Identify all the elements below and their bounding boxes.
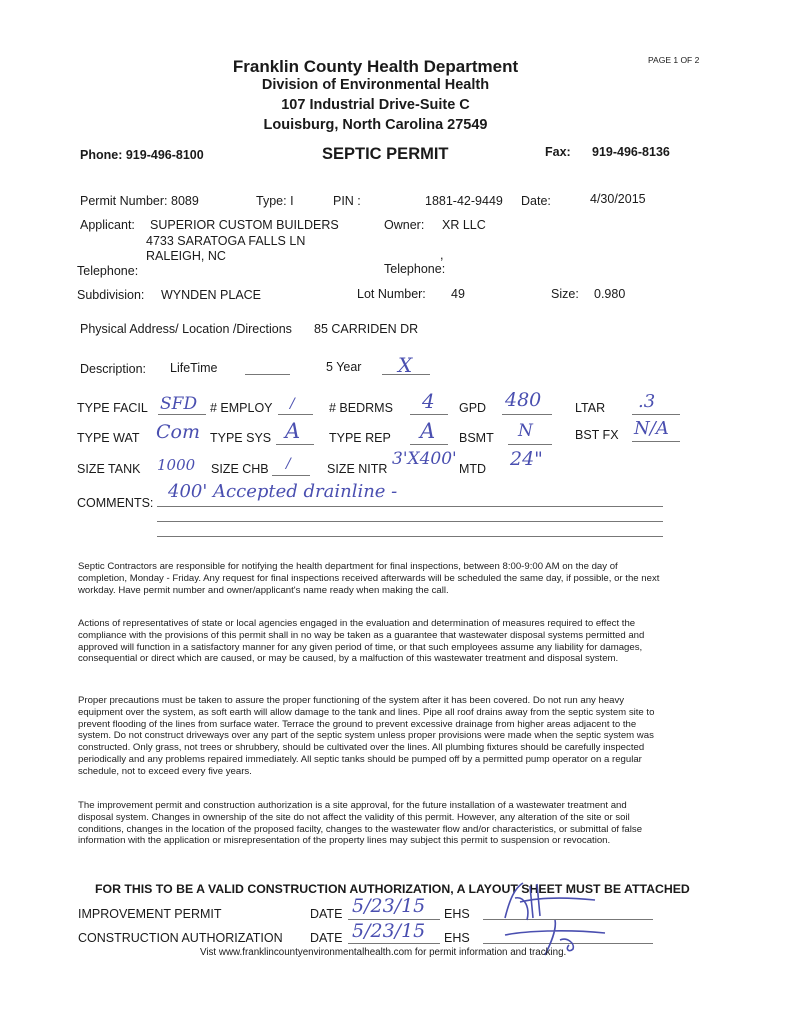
improvement-date-value: 5/23/15 — [352, 895, 426, 917]
phone-label: Phone: — [80, 148, 123, 162]
applicant-name: SUPERIOR CUSTOM BUILDERS — [150, 218, 339, 232]
ltar-value: .3 — [638, 391, 656, 412]
bsmt-value: N — [518, 421, 533, 441]
fax-value: 919-496-8136 — [592, 145, 670, 159]
type-rep-label: TYPE REP — [329, 431, 391, 445]
gpd-line — [502, 414, 552, 415]
owner-comma: , — [440, 248, 444, 262]
improvement-ehs-label: EHS — [444, 907, 470, 921]
size-nitr-value: 3'X400' — [392, 449, 457, 469]
fax-label: Fax: — [545, 145, 571, 159]
construction-ehs-label: EHS — [444, 931, 470, 945]
applicant-telephone-label: Telephone: — [77, 264, 139, 278]
employ-value: / — [290, 396, 295, 412]
gpd-label: GPD — [459, 401, 487, 415]
owner-telephone-label: Telephone: — [384, 262, 446, 276]
paragraph-precautions: Proper precautions must be taken to assure the proper functioning of the system after it has been covered. Do not run any heavy equipment over the system, as soft earth will allow damage to the tank and lines. Pipe all roof drains away from the septic system site to prevent flooding of the lines from surface water. Terrace the ground to prevent excessive drainage from higher areas adjacent to the system. Do not construct driveways over any part of the septic system unless proper provisions were made when the septic system was constructed. Only grass, not trees or shrubbery, should be cultivated over the lines. All plumbing fixtures should be carefully inspected periodically and any problems repaired immediately. All septic tanks should be pumped off by a permitted pump operator on a regular schedule, not to exceed every five years. — [78, 695, 655, 777]
size-nitr-label: SIZE NITR — [327, 462, 388, 476]
size-chb-line — [272, 475, 310, 476]
type-rep-line — [410, 444, 448, 445]
bst-fx-label: BST FX — [575, 428, 619, 442]
type-sys-label: TYPE SYS — [210, 431, 272, 445]
construction-authorization-label: CONSTRUCTION AUTHORIZATION — [78, 931, 283, 945]
permit-number — [80, 194, 199, 208]
construction-date-line — [348, 943, 440, 944]
improvement-date-label: DATE — [310, 907, 343, 921]
description-label: Description: — [80, 362, 146, 376]
size-chb-value: / — [286, 456, 291, 472]
page-indicator: PAGE 1 OF 2 — [648, 55, 700, 65]
type-rep-value: A — [420, 419, 436, 443]
size-label: Size: — [551, 287, 579, 301]
type-facil-line — [158, 414, 206, 415]
lifetime-label: LifeTime — [170, 361, 218, 375]
mtd-value: 24" — [510, 448, 543, 470]
subdivision-value: WYNDEN PLACE — [161, 288, 262, 302]
type-wat-label: TYPE WAT — [77, 431, 140, 445]
division-name: Division of Environmental Health — [261, 77, 490, 93]
employ-line — [278, 414, 313, 415]
size-tank-label: SIZE TANK — [77, 462, 141, 476]
lot-number-value: 49 — [451, 287, 465, 301]
date-value: 4/30/2015 — [590, 192, 646, 206]
permit-type — [256, 194, 294, 208]
size-tank-value: 1000 — [157, 456, 196, 474]
type-sys-line — [276, 444, 314, 445]
applicant-city: RALEIGH, NC — [146, 249, 226, 263]
construction-date-value: 5/23/15 — [352, 920, 426, 942]
date-label: Date: — [521, 194, 551, 208]
location-value: 85 CARRIDEN DR — [314, 322, 419, 336]
construction-date-label: DATE — [310, 931, 343, 945]
paragraph-liability: Actions of representatives of state or local agencies engaged in the evaluation and determination of measures required to effect the compliance with the provisions of this permit shall in no way be taken as a guarantee that wastewater disposal systems permitted and approved will function in a satisfactory manner for any given period of time, or that such employees assume any liability for damages, consequential or direct which are caused, or may be caused, by a malfuction of this wastewater treatment and disposal system. — [78, 618, 645, 665]
bedrms-line — [410, 414, 448, 415]
permit-number-value: 8089 — [171, 194, 199, 208]
comments-line-2 — [157, 521, 663, 522]
permit-number-label: Permit Number: — [80, 194, 168, 208]
bst-fx-line — [632, 441, 680, 442]
owner-label: Owner: — [384, 218, 425, 232]
permit-type-label: Type: — [256, 194, 287, 208]
comments-value: 400' Accepted drainline - — [168, 481, 398, 502]
size-value: 0.980 — [594, 287, 626, 301]
type-facil-value: SFD — [160, 394, 198, 414]
comments-label: COMMENTS: — [77, 496, 154, 510]
address-line-2: Louisburg, North Carolina 27549 — [263, 117, 488, 133]
address-line-1: 107 Industrial Drive-Suite C — [281, 97, 470, 113]
footer-link-text: Vist www.franklincountyenvironmentalhealth.com for permit information and tracking. — [200, 947, 567, 958]
comments-line-3 — [157, 536, 663, 537]
bedrms-value: 4 — [422, 389, 435, 413]
permit-type-value: I — [290, 194, 294, 208]
ltar-line — [632, 414, 680, 415]
phone-row — [80, 148, 204, 162]
bsmt-line — [508, 444, 552, 445]
lifetime-line — [245, 374, 290, 375]
pin-label: PIN : — [333, 194, 361, 208]
document-title: SEPTIC PERMIT — [322, 145, 449, 163]
type-sys-value: A — [285, 419, 301, 443]
ltar-label: LTAR — [575, 401, 606, 415]
size-chb-label: SIZE CHB — [211, 462, 269, 476]
comments-line-1 — [157, 506, 663, 507]
org-name: Franklin County Health Department — [232, 57, 519, 76]
type-facil-label: TYPE FACIL — [77, 401, 148, 415]
applicant-label: Applicant: — [80, 218, 135, 232]
bsmt-label: BSMT — [459, 431, 494, 445]
paragraph-inspection: Septic Contractors are responsible for notifying the health department for final inspections, between 8:00-9:00 AM on the day of completion, Monday - Friday. Any request for final inspections received afterwards will be scheduled the same day, if possible, or the next workday. Have permit number and owner/applicant's name ready when making the call. — [78, 561, 660, 596]
owner-name: XR LLC — [442, 218, 486, 232]
employ-label: # EMPLOY — [210, 401, 273, 415]
pin-value: 1881-42-9449 — [425, 194, 503, 208]
phone-value: 919-496-8100 — [125, 148, 204, 162]
bst-fx-value: N/A — [634, 418, 669, 439]
mtd-label: MTD — [459, 462, 487, 476]
paragraph-site-approval: The improvement permit and construction authorization is a site approval, for the future installation of a wastewater treatment and disposal system. Changes in ownership of the site do not affect the validity of this permit. However, any alteration of the site or soil conditions, changes in the location of the proposed facilty, changes to the wastewater flow and/or characteristics, or submittal of false information with the application or misrepresentation of the property lines may subject this permit to suspension or revocation. — [78, 800, 643, 847]
type-wat-value: Com — [156, 421, 200, 443]
bedrms-label: # BEDRMS — [329, 401, 393, 415]
applicant-street: 4733 SARATOGA FALLS LN — [146, 234, 306, 248]
layout-sheet-notice: FOR THIS TO BE A VALID CONSTRUCTION AUTHORIZATION, A LAYOUT SHEET MUST BE ATTACHED — [95, 882, 690, 896]
improvement-permit-label: IMPROVEMENT PERMIT — [78, 907, 222, 921]
five-year-label: 5 Year — [326, 360, 362, 374]
location-label: Physical Address/ Location /Directions — [80, 322, 292, 336]
five-year-mark: X — [398, 353, 413, 377]
lot-number-label: Lot Number: — [357, 287, 426, 301]
subdivision-label: Subdivision: — [77, 288, 145, 302]
gpd-value: 480 — [505, 389, 542, 411]
